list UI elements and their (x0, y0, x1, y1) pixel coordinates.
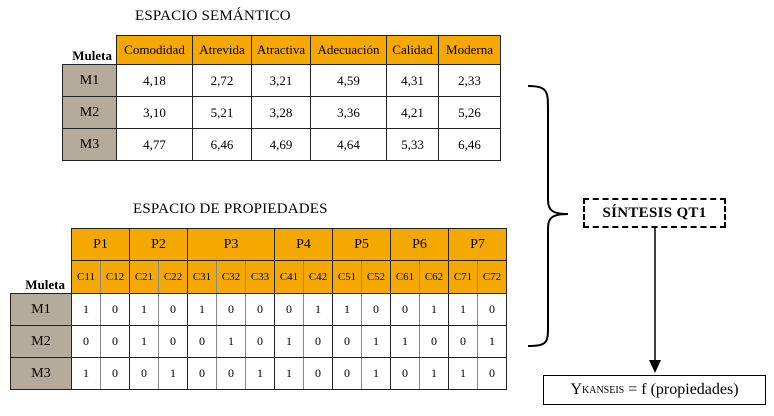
table-cell: 1 (130, 326, 159, 358)
table-cell: 0 (478, 294, 507, 326)
table-cell: 0 (246, 294, 275, 326)
table-cell: 1 (246, 358, 275, 390)
table-cell: 1 (130, 294, 159, 326)
characteristic-header: C31 (188, 261, 217, 294)
table-cell: 0 (246, 326, 275, 358)
formula-rhs: = f (propiedades) (624, 381, 739, 398)
table-cell: 0 (391, 294, 420, 326)
table-cell: 0 (101, 294, 130, 326)
table-cell: 1 (362, 358, 391, 390)
formula-lhs: Y (570, 381, 582, 398)
property-group-header: P4 (275, 229, 333, 261)
table-cell: 1 (188, 294, 217, 326)
table-cell: 1 (159, 358, 188, 390)
characteristic-header: C71 (449, 261, 478, 294)
property-group-header: P7 (449, 229, 507, 261)
characteristic-header: C11 (72, 261, 101, 294)
characteristic-header: C41 (275, 261, 304, 294)
table-cell: 4,59 (311, 65, 387, 97)
table-cell: 0 (101, 358, 130, 390)
property-group-header: P2 (130, 229, 188, 261)
table-cell: 4,77 (117, 129, 193, 161)
table-cell: 3,21 (252, 65, 311, 97)
column-header: Atrevida (193, 36, 252, 65)
table-cell: 3,36 (311, 97, 387, 129)
table-cell: 1 (217, 326, 246, 358)
characteristic-header: C32 (217, 261, 246, 294)
table-cell: 1 (304, 294, 333, 326)
table-cell: 0 (333, 358, 362, 390)
table-cell: 1 (72, 294, 101, 326)
table-cell: 4,18 (117, 65, 193, 97)
curly-bracket (528, 86, 568, 346)
table-cell: 2,72 (193, 65, 252, 97)
column-header: Moderna (439, 36, 501, 65)
column-header: Calidad (387, 36, 439, 65)
table-cell: 5,26 (439, 97, 501, 129)
row-label: M3 (11, 358, 72, 390)
table-cell: 0 (478, 358, 507, 390)
row-label: M2 (63, 97, 117, 129)
table-cell: 1 (362, 326, 391, 358)
characteristic-header: C12 (101, 261, 130, 294)
table-cell: 1 (72, 358, 101, 390)
column-header: Atractiva (252, 36, 311, 65)
table-cell: 1 (333, 294, 362, 326)
row-header-label: Muleta (25, 277, 65, 292)
table-cell: 0 (188, 326, 217, 358)
table-cell: 0 (217, 294, 246, 326)
table-cell: 1 (420, 294, 449, 326)
arrow-head (649, 360, 661, 373)
table-cell: 4,64 (311, 129, 387, 161)
table-cell: 0 (304, 358, 333, 390)
characteristic-header: C42 (304, 261, 333, 294)
column-header: Comodidad (117, 36, 193, 65)
synthesis-box: SÍNTESIS QT1 (583, 198, 726, 228)
characteristic-header: C22 (159, 261, 188, 294)
formula-lhs-subscript: KANSEIS (582, 384, 625, 396)
table-cell: 0 (101, 326, 130, 358)
table-cell: 0 (159, 326, 188, 358)
table-cell: 0 (449, 326, 478, 358)
table-cell: 1 (449, 358, 478, 390)
table-cell: 1 (420, 358, 449, 390)
table-cell: 0 (362, 294, 391, 326)
properties-space-title: ESPACIO DE PROPIEDADES (133, 201, 328, 217)
row-label: M2 (11, 326, 72, 358)
characteristic-header: C21 (130, 261, 159, 294)
table-cell: 1 (275, 326, 304, 358)
property-group-header: P6 (391, 229, 449, 261)
property-group-header: P1 (72, 229, 130, 261)
table-cell: 4,21 (387, 97, 439, 129)
table-cell: 0 (130, 358, 159, 390)
characteristic-header: C62 (420, 261, 449, 294)
table-cell: 5,21 (193, 97, 252, 129)
row-label: M1 (11, 294, 72, 326)
table-cell: 4,69 (252, 129, 311, 161)
table-cell: 0 (188, 358, 217, 390)
row-label: M3 (63, 129, 117, 161)
table-cell: 0 (304, 326, 333, 358)
characteristic-header: C51 (333, 261, 362, 294)
table-cell: 6,46 (439, 129, 501, 161)
table-cell: 3,10 (117, 97, 193, 129)
table-cell: 0 (159, 294, 188, 326)
column-header: Adecuación (311, 36, 387, 65)
property-group-header: P3 (188, 229, 275, 261)
table-cell: 6,46 (193, 129, 252, 161)
table-cell: 1 (449, 294, 478, 326)
characteristic-header: C52 (362, 261, 391, 294)
row-label: M1 (63, 65, 117, 97)
table-cell: 0 (391, 358, 420, 390)
table-cell: 1 (391, 326, 420, 358)
property-group-header: P5 (333, 229, 391, 261)
table-cell: 0 (420, 326, 449, 358)
table-cell: 3,28 (252, 97, 311, 129)
table-cell: 2,33 (439, 65, 501, 97)
table-cell: 5,33 (387, 129, 439, 161)
table-cell: 0 (333, 326, 362, 358)
row-header-label: Muleta (72, 48, 112, 63)
characteristic-header: C72 (478, 261, 507, 294)
kansei-formula-box (543, 375, 766, 405)
table-cell: 0 (275, 294, 304, 326)
table-cell: 0 (72, 326, 101, 358)
table-cell: 1 (275, 358, 304, 390)
characteristic-header: C61 (391, 261, 420, 294)
table-cell: 4,31 (387, 65, 439, 97)
table-cell: 1 (478, 326, 507, 358)
semantic-space-title: ESPACIO SEMÁNTICO (135, 8, 291, 24)
characteristic-header: C33 (246, 261, 275, 294)
table-cell: 0 (217, 358, 246, 390)
